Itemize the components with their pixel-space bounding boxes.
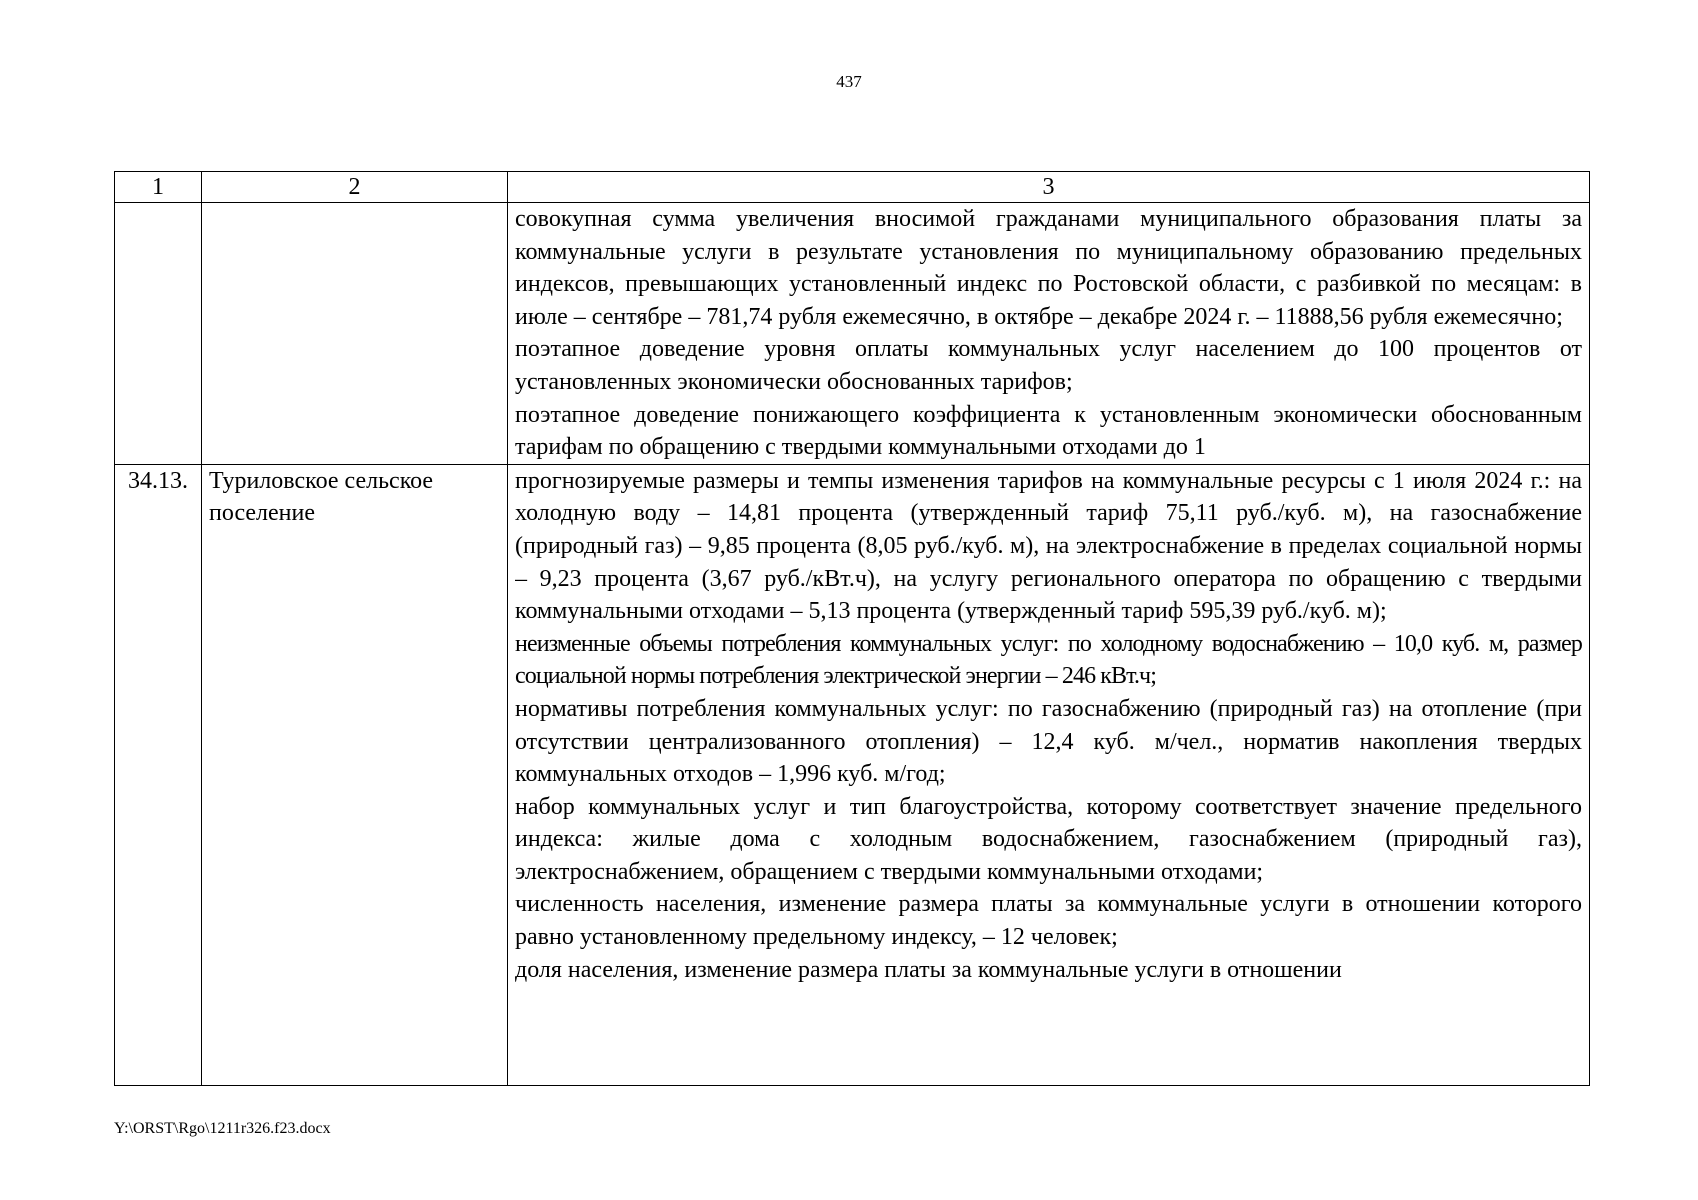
- header-col-2: 2: [202, 172, 508, 203]
- table-row: [115, 464, 1590, 1085]
- header-col-3: 3: [508, 172, 1590, 203]
- table-header-row: [115, 172, 1590, 203]
- file-path-footer: Y:\ORST\Rgo\1211r326.f23.docx: [114, 1120, 331, 1137]
- paragraph: прогнозируемые размеры и темпы изменения тарифов на коммунальные ресурсы с 1 июля 2024 г.: на холодную воду – 14,81 процента (утвержденный тариф 75,11 руб./куб. м), на газоснабжение (природный газ) – 9,85 процента (8,05 руб./куб. м), на электроснабжение в пределах социальной нормы – 9,23 процента (3,67 руб./кВт.ч), на услугу регионального оператора по обращению с твердыми коммунальными отходами – 5,13 процента (утвержденный тариф 595,39 руб./куб. м);: [515, 467, 1582, 625]
- paragraph: численность населения, изменение размера платы за коммунальные услуги в отношении которого равно установленному предельному индексу, – 12 человек;: [515, 891, 1582, 951]
- paragraph: поэтапное доведение понижающего коэффициента к установленным экономически обоснованным тарифам по обращению с твердыми коммунальными отходами до 1: [515, 401, 1582, 461]
- row-description: [508, 464, 1590, 1085]
- row-settlement-name: [202, 203, 508, 465]
- paragraph: совокупная сумма увеличения вносимой гражданами муниципального образования платы за коммунальные услуги в результате установления по муниципальному образованию предельных индексов, превышающих установленный индекс по Ростовской области, с разбивкой по месяцам: в июле – сентябре – 781,74 рубля ежемесячно, в октябре – декабре 2024 г. – 11888,56 рубля ежемесячно;: [515, 206, 1582, 330]
- row-description: [508, 203, 1590, 465]
- paragraph: нормативы потребления коммунальных услуг: по газоснабжению (природный газ) на отопление (при отсутствии централизованного отопления) – 12,4 куб. м/чел., норматив накопления твердых коммунальных отходов – 1,996 куб. м/год;: [515, 695, 1582, 788]
- paragraph: поэтапное доведение уровня оплаты коммунальных услуг населением до 100 процентов от установленных экономически обоснованных тарифов;: [515, 336, 1582, 395]
- row-settlement-name: Туриловское сельское поселение: [202, 464, 508, 1085]
- paragraph: доля населения, изменение размера платы за коммунальные услуги в отношении: [515, 956, 1342, 983]
- header-col-1: 1: [115, 172, 202, 203]
- paragraph: набор коммунальных услуг и тип благоустройства, которому соответствует значение предельного индекса: жилые дома с холодным водоснабжением, газоснабжением (природный газ), электроснабжением, обращением с твердыми коммунальными отходами;: [515, 793, 1582, 885]
- paragraph: неизменные объемы потребления коммунальных услуг: по холодному водоснабжению – 10,0 куб. м, размер социальной нормы потребления электрической энергии – 246 кВт.ч;: [515, 630, 1582, 690]
- tariff-table: [114, 171, 1590, 1086]
- page-number: 437: [836, 72, 862, 91]
- row-number: 34.13.: [115, 464, 202, 1085]
- table-row: [115, 203, 1590, 465]
- row-number: [115, 203, 202, 465]
